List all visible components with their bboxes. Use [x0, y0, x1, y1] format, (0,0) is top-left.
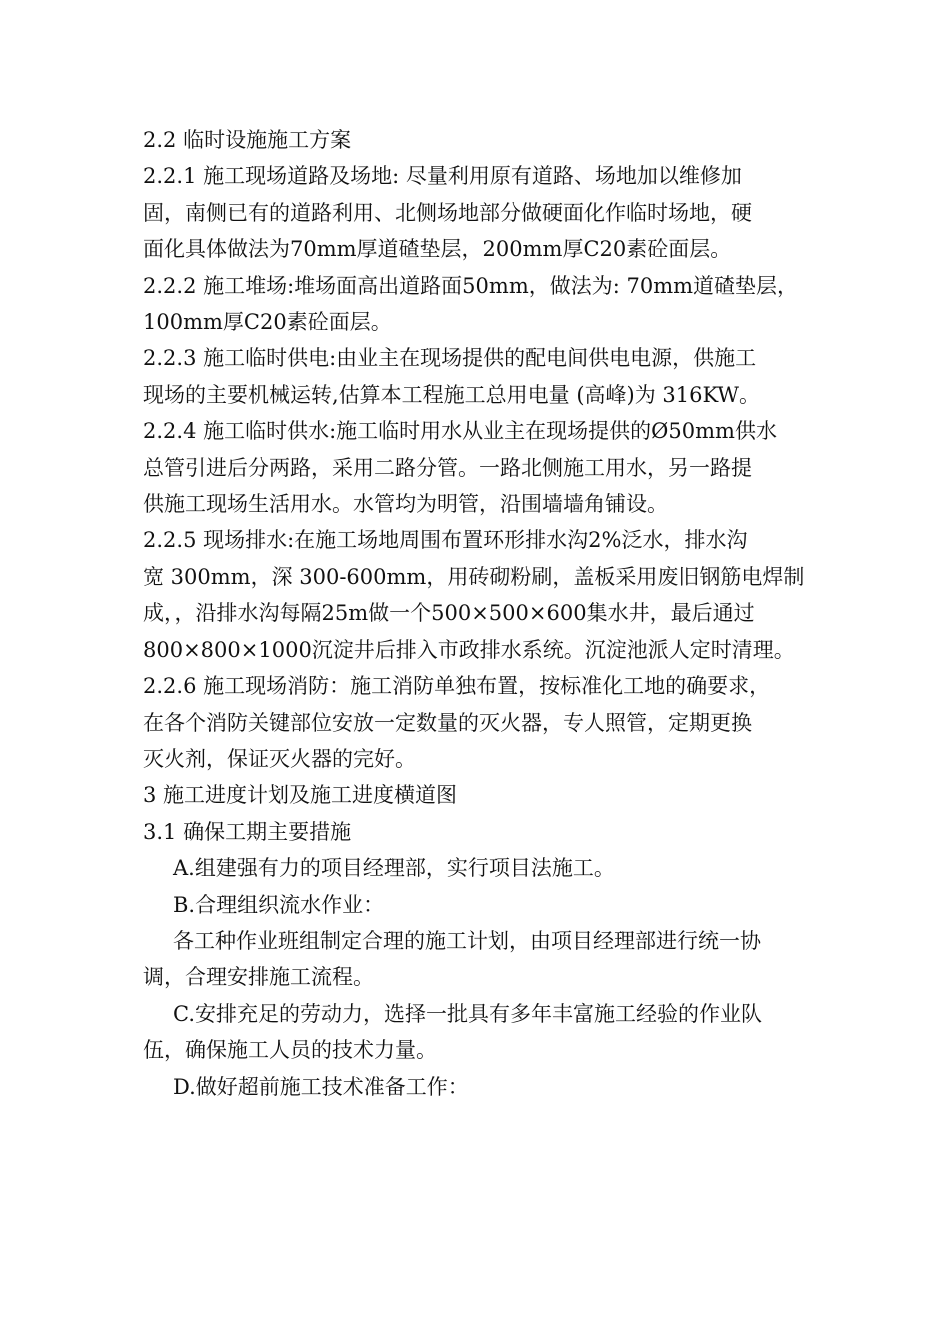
text-line: 100mm厚C20素砼面层。	[143, 310, 392, 335]
text-line: 2.2.6 施工现场消防：施工消防单独布置，按标准化工地的确要求，	[143, 674, 771, 699]
document-page	[143, 122, 823, 1105]
text-line: 2.2.5 现场排水:在施工场地周围布置环形排水沟2%泛水，排水沟	[143, 528, 748, 553]
text-line: 2.2.3 施工临时供电:由业主在现场提供的配电间供电电源，供施工	[143, 346, 757, 371]
text-line: 成，，沿排水沟每隔25m做一个500×500×600集水井，最后通过	[143, 601, 755, 626]
text-line: 面化具体做法为70mm厚道碴垫层，200mm厚C20素砼面层。	[143, 237, 732, 262]
text-line: 2.2.2 施工堆场:堆场面高出道路面50mm，做法为: 70mm道碴垫层，	[143, 273, 799, 298]
text-line: 各工种作业班组制定合理的施工计划，由项目经理部进行统一协	[173, 928, 761, 953]
text-line: 伍，确保施工人员的技术力量。	[143, 1038, 437, 1063]
text-line: A.组建强有力的项目经理部，实行项目法施工。	[173, 856, 615, 881]
text-line: 宽 300mm，深 300-600mm，用砖砌粉刷，盖板采用废旧钢筋电焊制	[143, 564, 805, 589]
text-line: 灭火剂，保证灭火器的完好。	[143, 746, 416, 771]
text-line: 2.2.1 施工现场道路及场地: 尽量利用原有道路、场地加以维修加	[143, 164, 742, 189]
text-line: C.安排充足的劳动力，选择一批具有多年丰富施工经验的作业队	[173, 1001, 762, 1026]
text-line: 固，南侧已有的道路利用、北侧场地部分做硬面化作临时场地，硬	[143, 200, 752, 225]
document-body	[143, 122, 823, 1105]
text-line: 调，合理安排施工流程。	[143, 965, 374, 990]
text-line: B.合理组织流水作业：	[173, 892, 385, 917]
text-line: 现场的主要机械运转,估算本工程施工总用电量 (高峰)为 316KW。	[143, 382, 761, 407]
text-line: 3.1 确保工期主要措施	[143, 819, 352, 844]
text-line: 供施工现场生活用水。水管均为明管，沿围墙墙角铺设。	[143, 492, 668, 517]
text-line: D.做好超前施工技术准备工作：	[173, 1074, 469, 1099]
text-line: 在各个消防关键部位安放一定数量的灭火器，专人照管，定期更换	[143, 710, 752, 735]
text-line: 总管引进后分两路，采用二路分管。一路北侧施工用水，另一路提	[143, 455, 752, 480]
text-line: 2.2.4 施工临时供水:施工临时用水从业主在现场提供的Ø50mm供水	[143, 419, 777, 444]
text-line: 2.2 临时设施施工方案	[143, 128, 352, 152]
text-line: 800×800×1000沉淀井后排入市政排水系统。沉淀池派人定时清理。	[143, 637, 795, 662]
text-line: 3 施工进度计划及施工进度横道图	[143, 783, 458, 808]
